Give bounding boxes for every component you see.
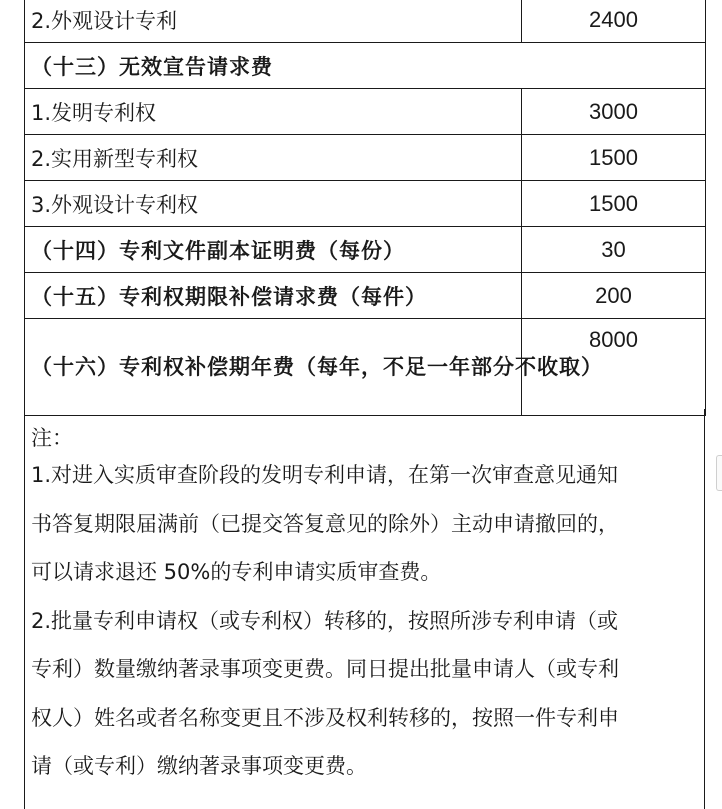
notes-section bbox=[24, 409, 705, 809]
fee-item-value: 3000 bbox=[522, 89, 706, 135]
fee-item-value: 200 bbox=[522, 273, 706, 319]
notes-line: 可以请求退还 50%的专利申请实质审查费。 bbox=[31, 560, 442, 584]
fee-item-label: 3.外观设计专利权 bbox=[25, 181, 522, 227]
fee-item-value: 8000 bbox=[522, 319, 706, 416]
notes-line: 2.批量专利申请权（或专利权）转移的，按照所涉专利申请（或 bbox=[31, 608, 619, 633]
table-row bbox=[25, 43, 706, 89]
table-row bbox=[25, 89, 706, 135]
fee-item-label: 2.实用新型专利权 bbox=[25, 135, 522, 181]
table-row bbox=[25, 227, 706, 273]
fee-table bbox=[24, 0, 706, 416]
notes-line: 1.对进入实质审查阶段的发明专利申请，在第一次审查意见通知 bbox=[31, 463, 619, 487]
table-row bbox=[25, 0, 706, 43]
fee-section-heading: （十三）无效宣告请求费 bbox=[25, 43, 706, 89]
fee-item-value: 1500 bbox=[522, 181, 706, 227]
table-row bbox=[25, 273, 706, 319]
fee-item-label: 2.外观设计专利 bbox=[25, 0, 522, 43]
fee-item-label: 1.发明专利权 bbox=[25, 89, 522, 135]
notes-line: 权人）姓名或者名称变更且不涉及权利转移的，按照一件专利申 bbox=[31, 705, 619, 730]
notes-line: 书答复期限届满前（已提交答复意见的除外）主动申请撤回的， bbox=[31, 511, 619, 536]
notes-heading: 注： bbox=[31, 426, 73, 450]
scroll-handle[interactable] bbox=[716, 455, 722, 491]
fee-item-value: 1500 bbox=[522, 135, 706, 181]
fee-item-label: （十六）专利权补偿期年费（每年，不足一年部分不收取） bbox=[25, 319, 522, 416]
notes-line: 专利）数量缴纳著录事项变更费。同日提出批量申请人（或专利 bbox=[31, 657, 619, 681]
table-row bbox=[25, 135, 706, 181]
fee-item-label: （十四）专利文件副本证明费（每份） bbox=[25, 227, 522, 273]
notes-line: 请（或专利）缴纳著录事项变更费。 bbox=[31, 754, 367, 778]
fee-item-value: 2400 bbox=[522, 0, 706, 43]
table-row bbox=[25, 181, 706, 227]
fee-item-label: （十五）专利权期限补偿请求费（每件） bbox=[25, 273, 522, 319]
table-row bbox=[25, 319, 706, 416]
fee-item-value: 30 bbox=[522, 227, 706, 273]
